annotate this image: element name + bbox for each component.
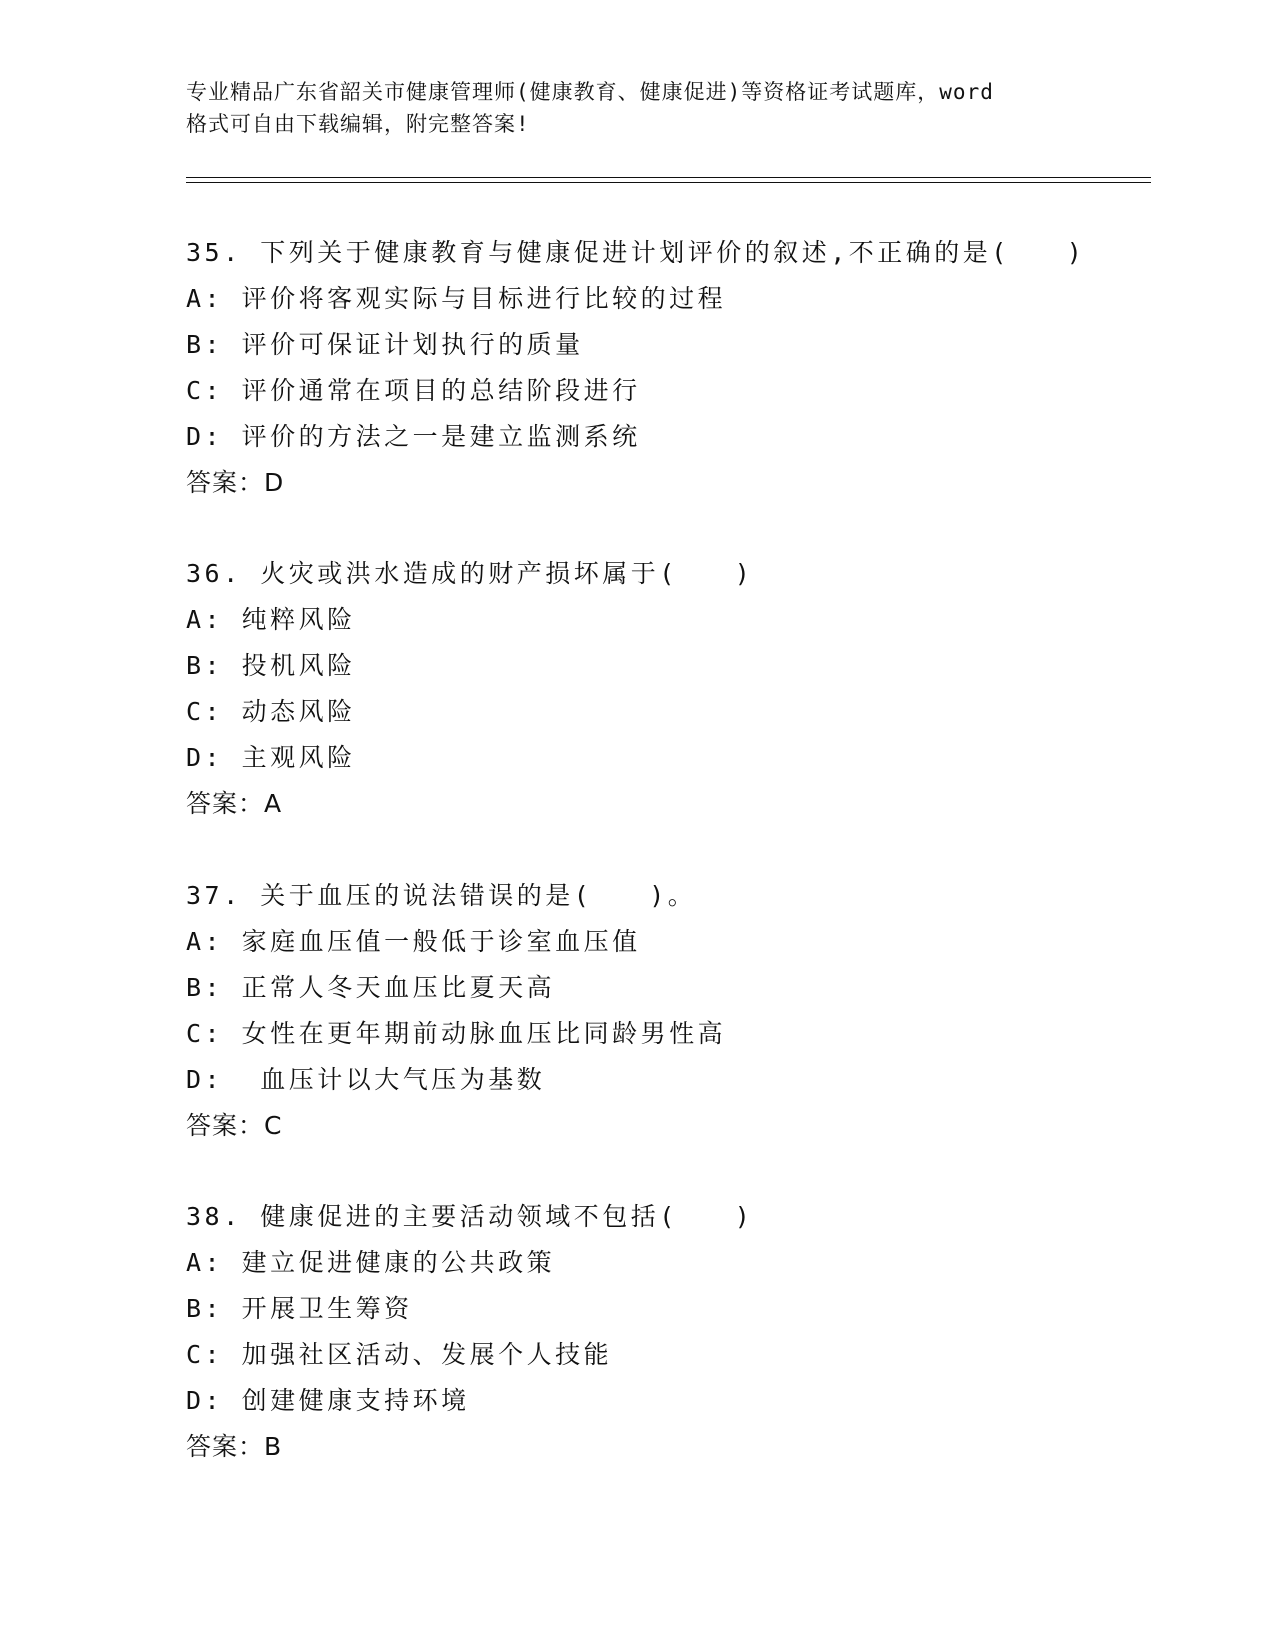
question-stem: 36. 火灾或洪水造成的财产损坏属于( )	[186, 559, 754, 588]
option-c: C: 加强社区活动、发展个人技能	[186, 1340, 613, 1369]
question-36	[186, 558, 1146, 834]
option-b: B: 投机风险	[186, 651, 356, 680]
option-a: A: 家庭血压值一般低于诊室血压值	[186, 927, 641, 956]
question-stem: 35. 下列关于健康教育与健康促进计划评价的叙述,不正确的是( )	[186, 238, 1086, 267]
header-divider-top	[186, 177, 1151, 178]
option-c: C: 动态风险	[186, 697, 356, 726]
option-b: B: 正常人冬天血压比夏天高	[186, 973, 556, 1002]
option-b: B: 开展卫生筹资	[186, 1294, 413, 1323]
option-a: A: 评价将客观实际与目标进行比较的过程	[186, 284, 727, 313]
option-d: D: 血压计以大气压为基数	[186, 1065, 546, 1094]
option-d: D: 评价的方法之一是建立监测系统	[186, 422, 641, 451]
document-header	[186, 76, 1096, 140]
question-35	[186, 237, 1146, 513]
question-37	[186, 880, 1146, 1156]
option-a: A: 建立促进健康的公共政策	[186, 1248, 556, 1277]
answer: 答案：C	[186, 1111, 283, 1140]
option-c: C: 评价通常在项目的总结阶段进行	[186, 376, 641, 405]
question-stem: 37. 关于血压的说法错误的是( )。	[186, 881, 697, 910]
answer: 答案：A	[186, 789, 283, 818]
option-b: B: 评价可保证计划执行的质量	[186, 330, 584, 359]
header-divider-bottom	[186, 182, 1151, 183]
answer: 答案：D	[186, 468, 285, 497]
question-stem: 38. 健康促进的主要活动领域不包括( )	[186, 1202, 754, 1231]
header-line-2: 格式可自由下载编辑，附完整答案!	[186, 112, 530, 136]
header-line-1: 专业精品广东省韶关市健康管理师(健康教育、健康促进)等资格证考试题库，word	[186, 80, 994, 104]
answer: 答案：B	[186, 1432, 283, 1461]
option-a: A: 纯粹风险	[186, 605, 356, 634]
option-c: C: 女性在更年期前动脉血压比同龄男性高	[186, 1019, 727, 1048]
option-d: D: 主观风险	[186, 743, 356, 772]
option-d: D: 创建健康支持环境	[186, 1386, 470, 1415]
question-38	[186, 1201, 1146, 1477]
